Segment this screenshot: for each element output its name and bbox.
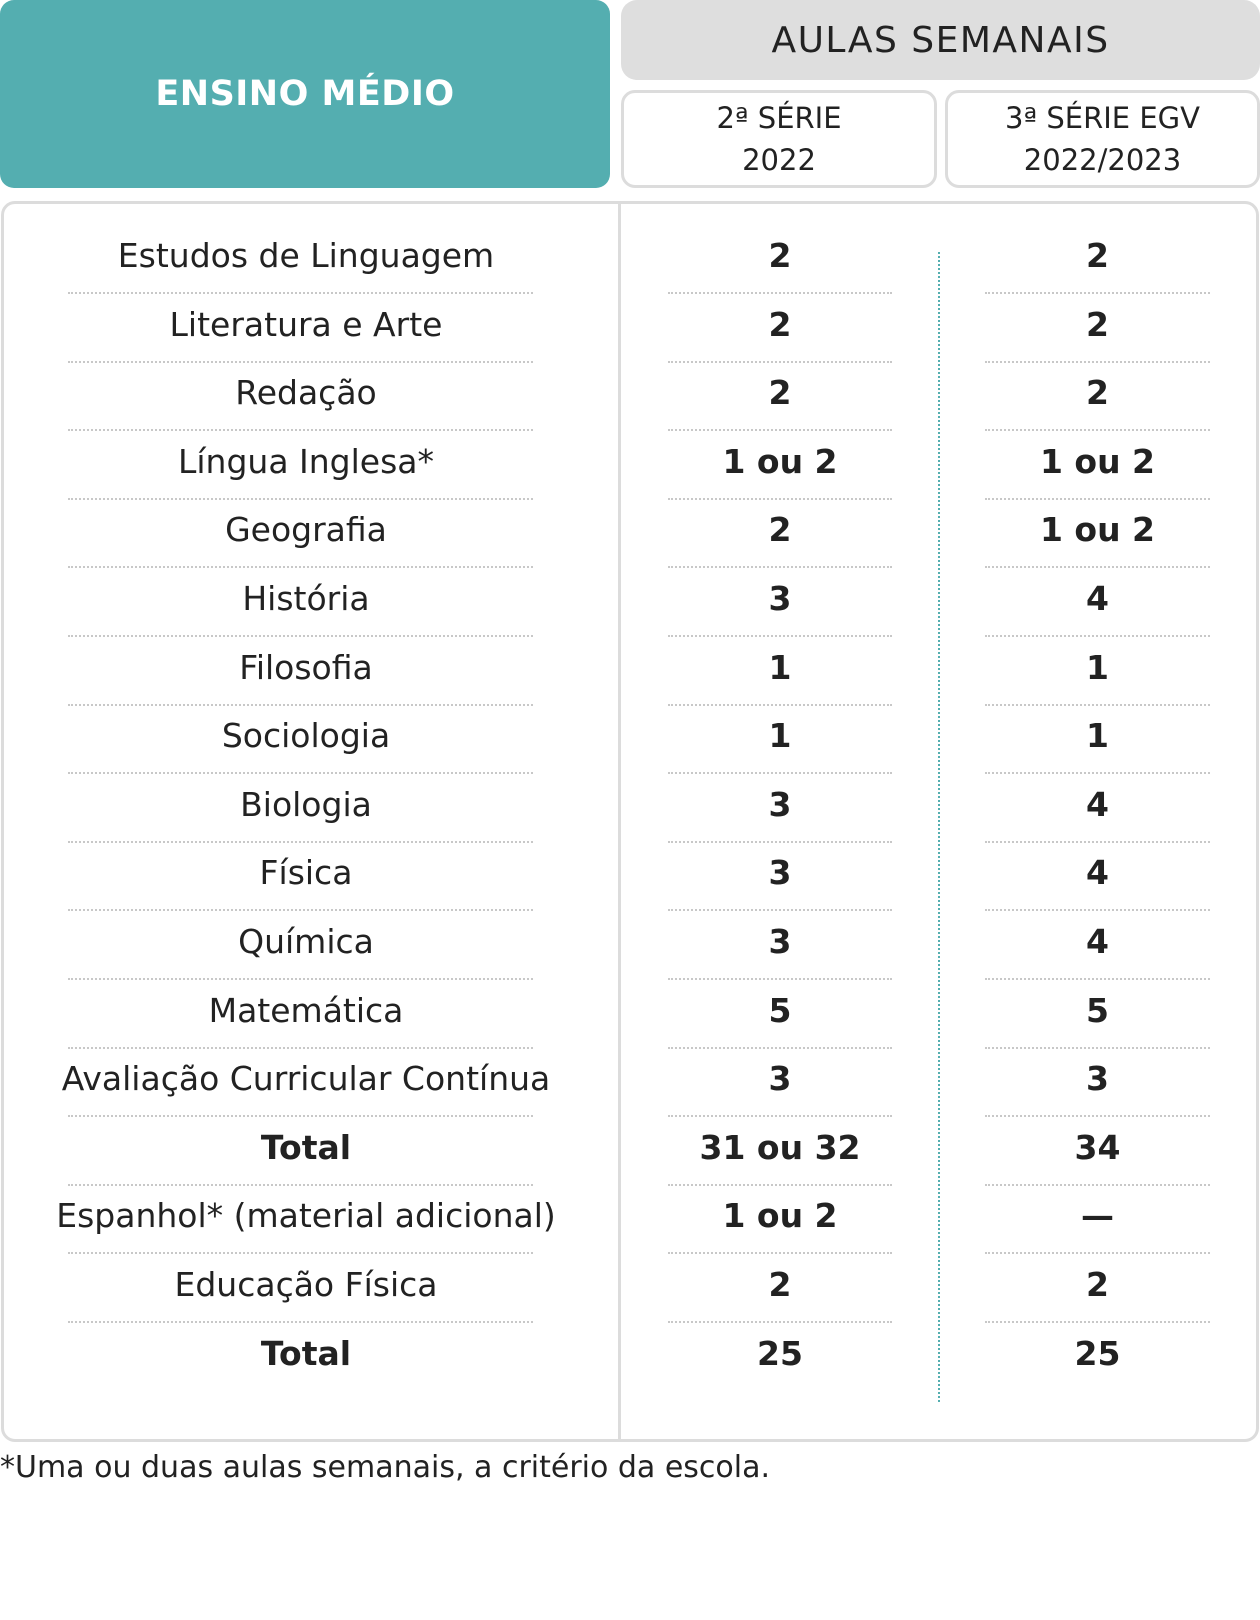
table-row xyxy=(0,641,1260,712)
table-row xyxy=(0,846,1260,917)
value-3a-serie-cell: 2 xyxy=(1086,1264,1109,1304)
table-row xyxy=(0,435,1260,506)
subject-cell: Língua Inglesa* xyxy=(177,441,435,481)
value-3a-serie-cell: 2 xyxy=(1086,304,1109,344)
subject-cell: Sociologia xyxy=(221,715,391,755)
value-3a-serie-cell: 1 xyxy=(1086,715,1109,755)
row-separator xyxy=(668,635,892,637)
row-separator xyxy=(68,978,533,980)
subject-cell: Biologia xyxy=(240,784,372,824)
row-separator xyxy=(68,429,533,431)
value-3a-serie-cell: 1 xyxy=(1086,647,1109,687)
subject-cell: Total xyxy=(260,1333,352,1373)
row-separator xyxy=(68,704,533,706)
value-3a-serie-cell: 5 xyxy=(1086,990,1109,1030)
row-separator xyxy=(985,1115,1210,1117)
row-separator xyxy=(668,1321,892,1323)
row-separator xyxy=(985,841,1210,843)
value-3a-serie-cell: 1 ou 2 xyxy=(1039,441,1156,481)
value-2a-serie-cell: 2 xyxy=(768,304,792,344)
row-separator xyxy=(668,361,892,363)
subject-cell: Avaliação Curricular Contínua xyxy=(61,1058,551,1098)
value-2a-serie-cell: 2 xyxy=(768,1264,792,1304)
value-3a-serie-cell: 3 xyxy=(1086,1058,1109,1098)
row-separator xyxy=(985,429,1210,431)
header-title: ENSINO MÉDIO xyxy=(155,74,455,114)
column-header-3a-serie-line1: 3ª SÉRIE EGV xyxy=(1005,101,1200,135)
row-separator xyxy=(68,361,533,363)
value-2a-serie-cell: 25 xyxy=(757,1333,803,1373)
row-separator xyxy=(985,635,1210,637)
row-separator xyxy=(668,909,892,911)
subject-cell: Física xyxy=(259,852,353,892)
subject-cell: Espanhol* (material adicional) xyxy=(56,1195,556,1235)
row-separator xyxy=(668,704,892,706)
table-row xyxy=(0,1052,1260,1123)
column-header-3a-serie-line2: 2022/2023 xyxy=(1023,143,1182,177)
table-row xyxy=(0,709,1260,780)
row-separator xyxy=(985,772,1210,774)
subject-cell: História xyxy=(242,578,370,618)
row-separator xyxy=(985,1321,1210,1323)
table-row xyxy=(0,572,1260,643)
row-separator xyxy=(985,292,1210,294)
table-header-ensino-medio xyxy=(0,0,610,188)
subject-cell: Geografia xyxy=(225,509,387,549)
table-row xyxy=(0,778,1260,849)
value-3a-serie-cell: 4 xyxy=(1086,784,1109,824)
value-2a-serie-cell: 3 xyxy=(768,1058,792,1098)
value-2a-serie-cell: 2 xyxy=(768,372,792,412)
table-row xyxy=(0,1258,1260,1329)
row-separator xyxy=(985,361,1210,363)
row-separator xyxy=(668,292,892,294)
row-separator xyxy=(668,841,892,843)
subject-cell: Química xyxy=(238,921,374,961)
value-2a-serie-cell: 3 xyxy=(768,578,792,618)
value-3a-serie-cell: 2 xyxy=(1086,235,1109,275)
value-2a-serie-cell: 31 ou 32 xyxy=(699,1127,861,1167)
value-2a-serie-cell: 1 xyxy=(768,647,792,687)
value-3a-serie-cell: 34 xyxy=(1074,1127,1121,1167)
table-row xyxy=(0,1121,1260,1192)
row-separator xyxy=(68,772,533,774)
row-separator xyxy=(68,841,533,843)
value-3a-serie-cell: 2 xyxy=(1086,372,1109,412)
value-2a-serie-cell: 5 xyxy=(768,990,792,1030)
row-separator xyxy=(68,1184,533,1186)
header-aulas-semanais: AULAS SEMANAIS xyxy=(621,0,1260,80)
footnote: *Uma ou duas aulas semanais, a critério da escola. xyxy=(0,1450,771,1485)
value-3a-serie-cell: 25 xyxy=(1074,1333,1121,1373)
row-separator xyxy=(68,635,533,637)
subject-cell: Redação xyxy=(235,372,377,412)
row-separator xyxy=(985,909,1210,911)
row-separator xyxy=(668,429,892,431)
table-row xyxy=(0,503,1260,574)
row-separator xyxy=(668,566,892,568)
row-separator xyxy=(68,292,533,294)
value-3a-serie-cell: — xyxy=(1081,1195,1114,1235)
table-row xyxy=(0,298,1260,369)
subject-cell: Matemática xyxy=(208,990,404,1030)
column-header-3a-serie xyxy=(945,90,1260,188)
row-separator xyxy=(68,498,533,500)
value-2a-serie-cell: 1 xyxy=(768,715,792,755)
subject-cell: Total xyxy=(260,1127,352,1167)
value-2a-serie-cell: 3 xyxy=(768,784,792,824)
table-row xyxy=(0,1189,1260,1260)
column-header-2a-serie-line2: 2022 xyxy=(742,143,816,177)
value-2a-serie-cell: 3 xyxy=(768,852,792,892)
value-2a-serie-cell: 1 ou 2 xyxy=(722,1195,838,1235)
subject-cell: Estudos de Linguagem xyxy=(117,235,495,275)
row-separator xyxy=(668,1252,892,1254)
row-separator xyxy=(985,1252,1210,1254)
subject-cell: Filosofia xyxy=(239,647,373,687)
row-separator xyxy=(985,566,1210,568)
subject-cell: Educação Física xyxy=(174,1264,438,1304)
row-separator xyxy=(68,1047,533,1049)
table-row xyxy=(0,229,1260,300)
row-separator xyxy=(668,498,892,500)
row-separator xyxy=(68,1321,533,1323)
row-separator xyxy=(985,1184,1210,1186)
row-separator xyxy=(668,1184,892,1186)
row-separator xyxy=(985,1047,1210,1049)
row-separator xyxy=(68,566,533,568)
table-row xyxy=(0,366,1260,437)
value-3a-serie-cell: 4 xyxy=(1086,578,1109,618)
value-2a-serie-cell: 2 xyxy=(768,509,792,549)
subject-cell: Literatura e Arte xyxy=(169,304,443,344)
row-separator xyxy=(68,909,533,911)
row-separator xyxy=(985,978,1210,980)
row-separator xyxy=(668,1115,892,1117)
row-separator xyxy=(668,978,892,980)
row-separator xyxy=(668,1047,892,1049)
value-2a-serie-cell: 1 ou 2 xyxy=(722,441,838,481)
column-header-2a-serie-line1: 2ª SÉRIE xyxy=(716,101,842,135)
value-3a-serie-cell: 1 ou 2 xyxy=(1039,509,1156,549)
table-row xyxy=(0,984,1260,1055)
value-2a-serie-cell: 3 xyxy=(768,921,792,961)
row-separator xyxy=(985,704,1210,706)
row-separator xyxy=(68,1252,533,1254)
row-separator xyxy=(668,772,892,774)
value-3a-serie-cell: 4 xyxy=(1086,852,1109,892)
column-header-2a-serie xyxy=(621,90,937,188)
row-separator xyxy=(68,1115,533,1117)
value-3a-serie-cell: 4 xyxy=(1086,921,1109,961)
value-2a-serie-cell: 2 xyxy=(768,235,792,275)
row-separator xyxy=(985,498,1210,500)
table-row xyxy=(0,915,1260,986)
table-row xyxy=(0,1327,1260,1398)
